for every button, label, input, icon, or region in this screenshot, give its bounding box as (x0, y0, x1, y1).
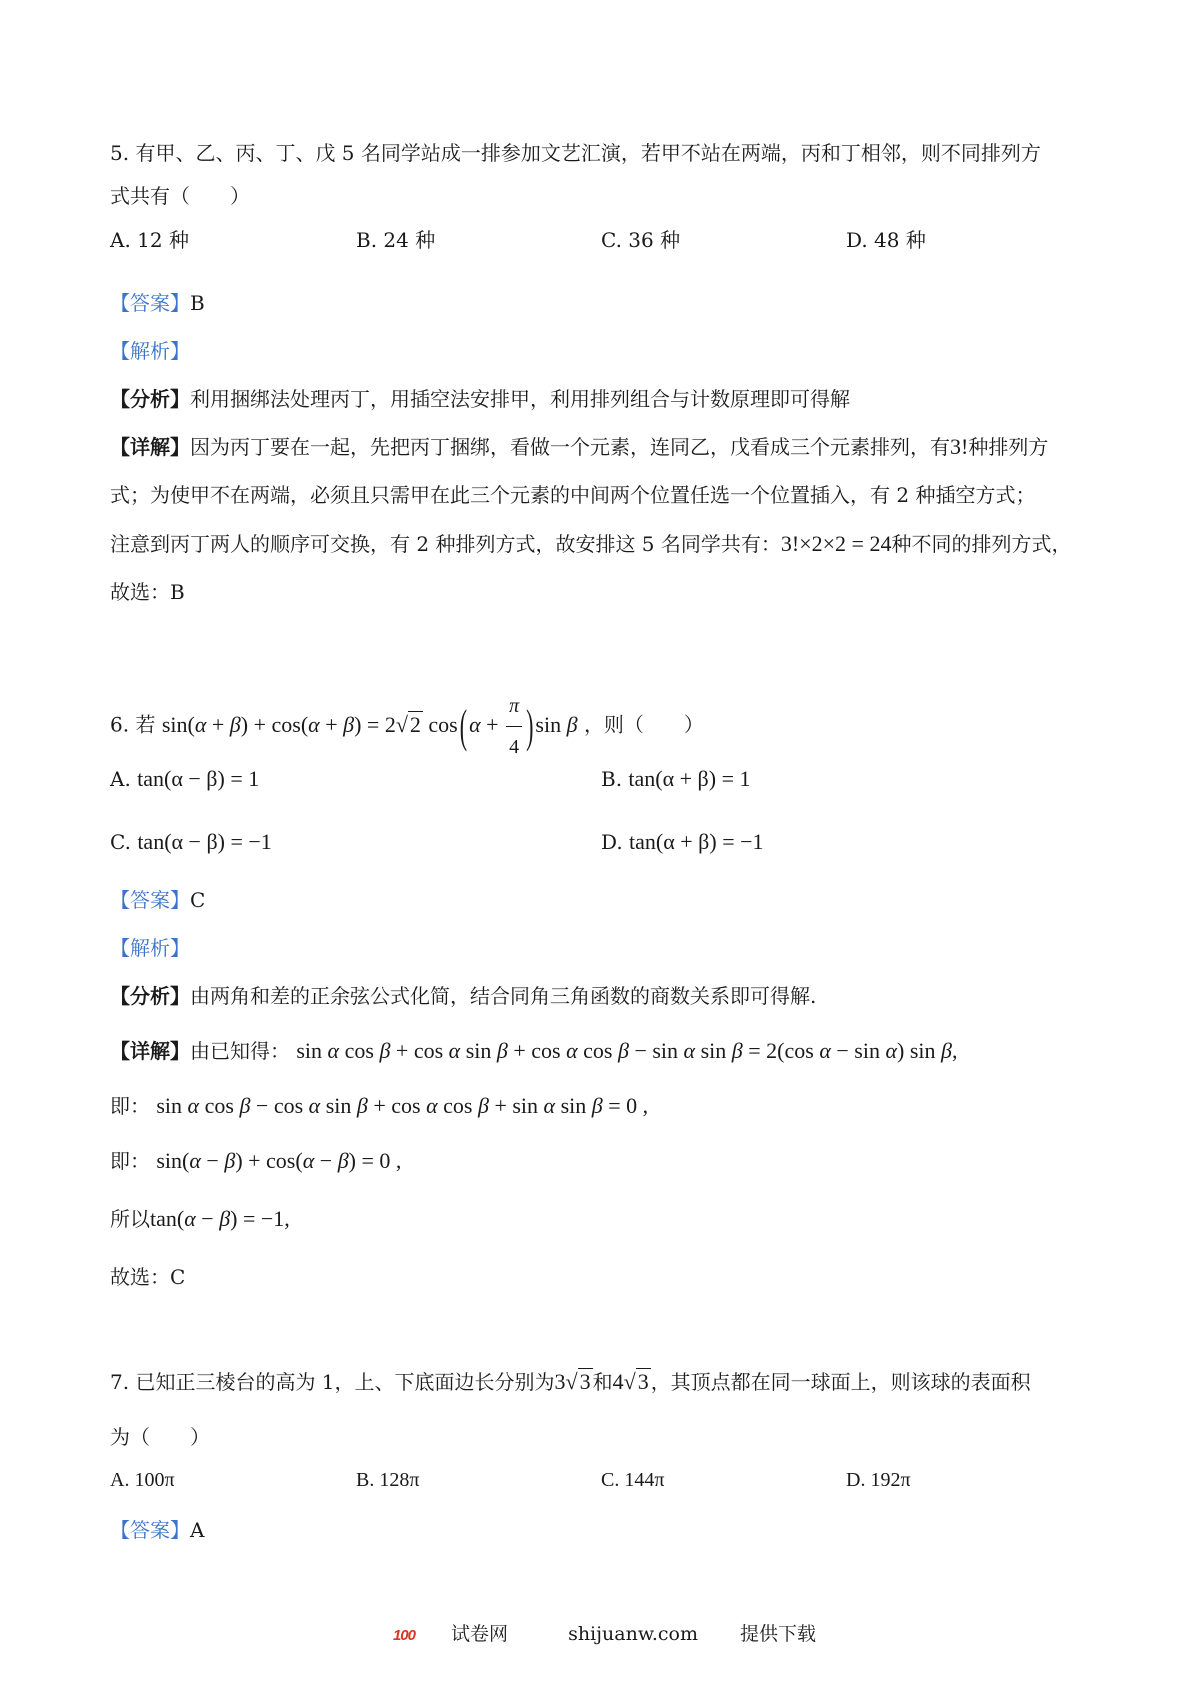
q7-option-b: B. 128π (356, 1469, 420, 1491)
answer-tag: 【答案】 (110, 1518, 190, 1542)
step-prefix: 即： (110, 1149, 150, 1173)
answer-tag: 【答案】 (110, 291, 190, 315)
xiangjie-text: 因为丙丁要在一起，先把丙丁捆绑，看做一个元素，连同乙，戊看成三个元素排列，有 (190, 435, 950, 459)
q5-analysis-heading (110, 337, 190, 365)
xiangjie-tag: 【详解】 (110, 1039, 190, 1063)
xiangjie-text-end: 种不同的排列方式， (891, 532, 1072, 556)
q7-option-a: A. 100π (110, 1469, 175, 1491)
q5-answer (110, 289, 205, 317)
math-step3: sin(α − β) + cos(α − β) = 0 , (156, 1148, 402, 1173)
fenxi-text: 由两角和差的正余弦公式化简，结合同角三角函数的商数关系即可得解. (190, 984, 817, 1008)
footer-url[interactable]: shijuanw.com (568, 1623, 698, 1645)
q7-text-b: 和 (592, 1370, 613, 1394)
answer-tag: 【答案】 (110, 888, 190, 912)
q5-stem-line2: 式共有（ ） (110, 184, 250, 208)
q6-option-c (110, 828, 272, 856)
q5-xiangjie-line3 (110, 530, 1071, 558)
answer-value: B (190, 291, 205, 315)
q6-step4 (110, 1205, 290, 1233)
option-math: tan(α − β) = −1 (137, 829, 272, 854)
math-4sqrt3: 4√3 (612, 1369, 649, 1394)
q5-option-c: C. 36 种 (601, 228, 681, 252)
step-prefix: 所以 (110, 1207, 150, 1231)
option-label: C. (110, 830, 131, 854)
xiangjie-text: 注意到丙丁两人的顺序可交换，有 2 种排列方式，故安排这 5 名同学共有： (110, 532, 781, 556)
xiangjie-text-end: 种排列方 (968, 435, 1049, 459)
footer-brand (375, 1623, 526, 1645)
q7-stem-line2: 为（ ） (110, 1425, 210, 1449)
xiangjie-prefix: 由已知得： (190, 1039, 290, 1063)
analysis-tag: 【解析】 (110, 936, 190, 960)
xiangjie-tag: 【详解】 (110, 435, 190, 459)
math-step2: sin α cos β − cos α sin β + cos α cos β + sin α sin β = 0 , (156, 1093, 649, 1118)
q6-option-b (601, 765, 751, 793)
q5-xiangjie-line2: 式；为使甲不在两端，必须且只需甲在此三个元素的中间两个位置任选一个位置插入，有 2 种插空方式； (110, 483, 1036, 507)
fenxi-tag: 【分析】 (110, 387, 190, 411)
q6-option-d (601, 828, 764, 856)
analysis-tag: 【解析】 (110, 339, 190, 363)
option-label: A. (110, 767, 131, 791)
option-label: B. (601, 767, 623, 791)
q5-option-b: B. 24 种 (356, 228, 436, 252)
q7-text-a: 7. 已知正三棱台的高为 1，上、下底面边长分别为 (110, 1370, 555, 1394)
q7-option-d: D. 192π (846, 1469, 911, 1491)
q5-fenxi (110, 385, 850, 413)
q7-stem-line1 (110, 1368, 1031, 1396)
option-math: tan(α + β) = −1 (629, 829, 764, 854)
q6-option-a (110, 765, 259, 793)
q7-option-c: C. 144π (601, 1469, 665, 1491)
footer-site-name: 试卷网 (451, 1623, 509, 1645)
q6-step2 (110, 1092, 648, 1120)
q5-option-a: A. 12 种 (110, 228, 189, 252)
math-step1: sin α cos β + cos α sin β + cos α cos β − sin α sin β = 2(cos α − sin α) sin β, (296, 1038, 958, 1063)
q6-equation: sin(α + β) + cos(α + β) = 2√2 cos(α + $\frac{\pi}{4}$ )sin β (162, 712, 578, 737)
option-math: tan(α + β) = 1 (628, 766, 751, 791)
math-3sqrt3: 3√3 (554, 1369, 591, 1394)
answer-value: C (190, 888, 206, 912)
fenxi-tag: 【分析】 (110, 984, 190, 1008)
answer-value: A (190, 1518, 205, 1542)
q6-stem (110, 686, 704, 767)
q6-fenxi (110, 982, 816, 1010)
q6-analysis-heading (110, 934, 190, 962)
option-math: tan(α − β) = 1 (137, 766, 260, 791)
q6-prefix: 6. 若 (110, 712, 156, 737)
math-product: 3!×2×2 = 24 (780, 531, 892, 556)
fenxi-text: 利用捆绑法处理丙丁，用插空法安排甲，利用排列组合与计数原理即可得解 (190, 387, 850, 411)
q6-suffix: ，则（ ） (583, 712, 704, 737)
footer-note: 提供下载 (740, 1623, 817, 1645)
q5-choose: 故选：B (110, 580, 185, 604)
logo-100-icon: 100 (392, 1627, 415, 1644)
q6-answer (110, 886, 205, 914)
q6-choose: 故选：C (110, 1265, 186, 1289)
q7-answer (110, 1516, 204, 1544)
q6-xiangjie-line1 (110, 1037, 958, 1065)
q5-xiangjie-line1 (110, 433, 1048, 461)
math-step4: tan(α − β) = −1, (150, 1206, 290, 1231)
q5-stem-line1: 5. 有甲、乙、丙、丁、戊 5 名同学站成一排参加文艺汇演，若甲不站在两端，丙和丁相邻，则不同排列方 (110, 141, 1041, 165)
q5-option-d: D. 48 种 (846, 228, 926, 252)
option-label: D. (601, 830, 623, 854)
q7-text-c: ，其顶点都在同一球面上，则该球的表面积 (650, 1370, 1031, 1394)
step-prefix: 即： (110, 1094, 150, 1118)
math-factorial: 3! (950, 434, 969, 459)
q6-step3 (110, 1147, 401, 1175)
page-footer (0, 1619, 1191, 1646)
